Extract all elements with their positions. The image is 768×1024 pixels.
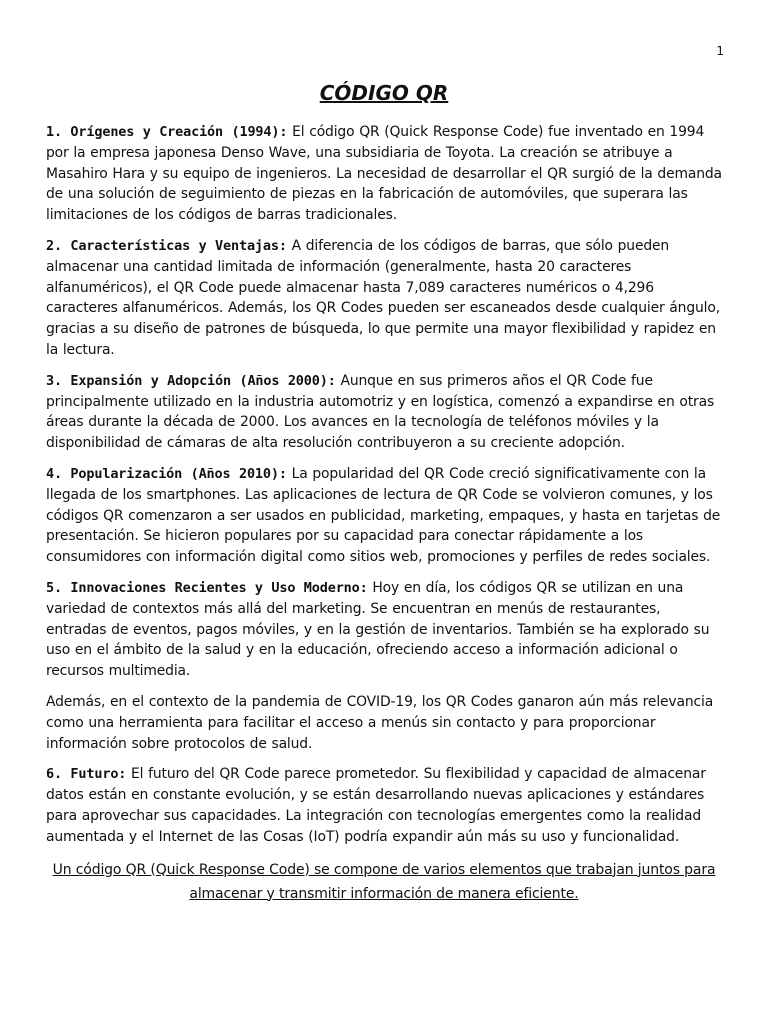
section-heading-2: 2. Características y Ventajas: <box>46 237 287 254</box>
section-text-1: El código QR (Quick Response Code) fue inventado en 1994 por la empresa japonesa Denso Wave, una subsidiaria de Toyota. La creación se atribuye a Masahiro Hara y su equipo de ingenieros. La necesidad de desarrollar el QR surgió de la demanda de una solución de seguimiento de piezas en la fabricación de automóviles, que superara las limitaciones de los códigos de barras tradicionales. <box>46 124 722 224</box>
section-paragraph-4 <box>46 464 722 568</box>
covid-paragraph: Además, en el contexto de la pandemia de COVID-19, los QR Codes ganaron aún más relevancia como una herramienta para facilitar el acceso a menús sin contacto y para proporcionar información sobre protocolos de salud. <box>46 693 714 752</box>
document-title: CÓDIGO QR <box>319 81 449 105</box>
section-heading-1: 1. Orígenes y Creación (1994): <box>46 124 288 140</box>
closing-statement: Un código QR (Quick Response Code) se compone de varios elementos que trabajan juntos para almacenar y transmitir información de manera eficiente. <box>52 861 716 902</box>
section-text-6: El futuro del QR Code parece prometedor. Su flexibilidad y capacidad de almacenar datos están en constante evolución, y se están desarrollando nuevas aplicaciones y estándares para aprovechar sus capacidades. La integración con tecnologías emergentes como la realidad aumentada y el Internet de las Cosas (IoT) podría expandir aún más su uso y funcionalidad. <box>46 766 706 845</box>
section-paragraph-3 <box>46 371 722 454</box>
section-paragraph-5 <box>46 578 722 682</box>
section-heading-5: 5. Innovaciones Recientes y Uso Moderno: <box>46 579 368 596</box>
section-heading-4: 4. Popularización (Años 2010): <box>46 465 287 482</box>
section-paragraph-6 <box>46 764 722 847</box>
section-paragraph-1 <box>46 122 722 226</box>
document-body <box>46 122 722 906</box>
section-text-2: A diferencia de los códigos de barras, que sólo pueden almacenar una cantidad limitada de información (generalmente, hasta 20 caracteres alfanuméricos), el QR Code puede almacenar hasta 7,089 caracteres numéricos o 4,296 caracteres alfanuméricos. Además, los QR Codes pueden ser escaneados desde cualquier ángulo, gracias a su diseño de patrones de búsqueda, lo que permite una mayor flexibilidad y rapidez en la lectura. <box>46 237 720 358</box>
section-text-3: Aunque en sus primeros años el QR Code fue principalmente utilizado en la industria automotriz y en logística, comenzó a expandirse en otras áreas durante la década de 2000. Los avances en la tecnología de teléfonos móviles y la disponibilidad de cámaras de alta resolución contribuyeron a su creciente adopción. <box>46 372 715 452</box>
section-paragraph-2 <box>46 236 722 361</box>
section-text-4: La popularidad del QR Code creció significativamente con la llegada de los smartphones. Las aplicaciones de lectura de QR Code se volvieron comunes, y los códigos QR comenzaron a ser usados en publicidad, marketing, empaques, y hasta en tarjetas de presentación. Se hicieron populares por su capacidad para conectar rápidamente a los consumidores con información digital como sitios web, promociones y perfiles de redes sociales. <box>46 465 721 566</box>
section-text-5: Hoy en día, los códigos QR se utilizan en una variedad de contextos más allá del marketing. Se encuentran en menús de restaurantes, entradas de eventos, pagos móviles, y en la gestión de inventarios. También se ha explorado su uso en el ámbito de la salud y en la educación, ofreciendo acceso a información adicional o recursos multimedia. <box>46 579 710 680</box>
section-heading-3: 3. Expansión y Adopción (Años 2000): <box>46 372 336 389</box>
page-number: 1 <box>716 44 724 58</box>
section-heading-6: 6. Futuro: <box>46 766 127 783</box>
